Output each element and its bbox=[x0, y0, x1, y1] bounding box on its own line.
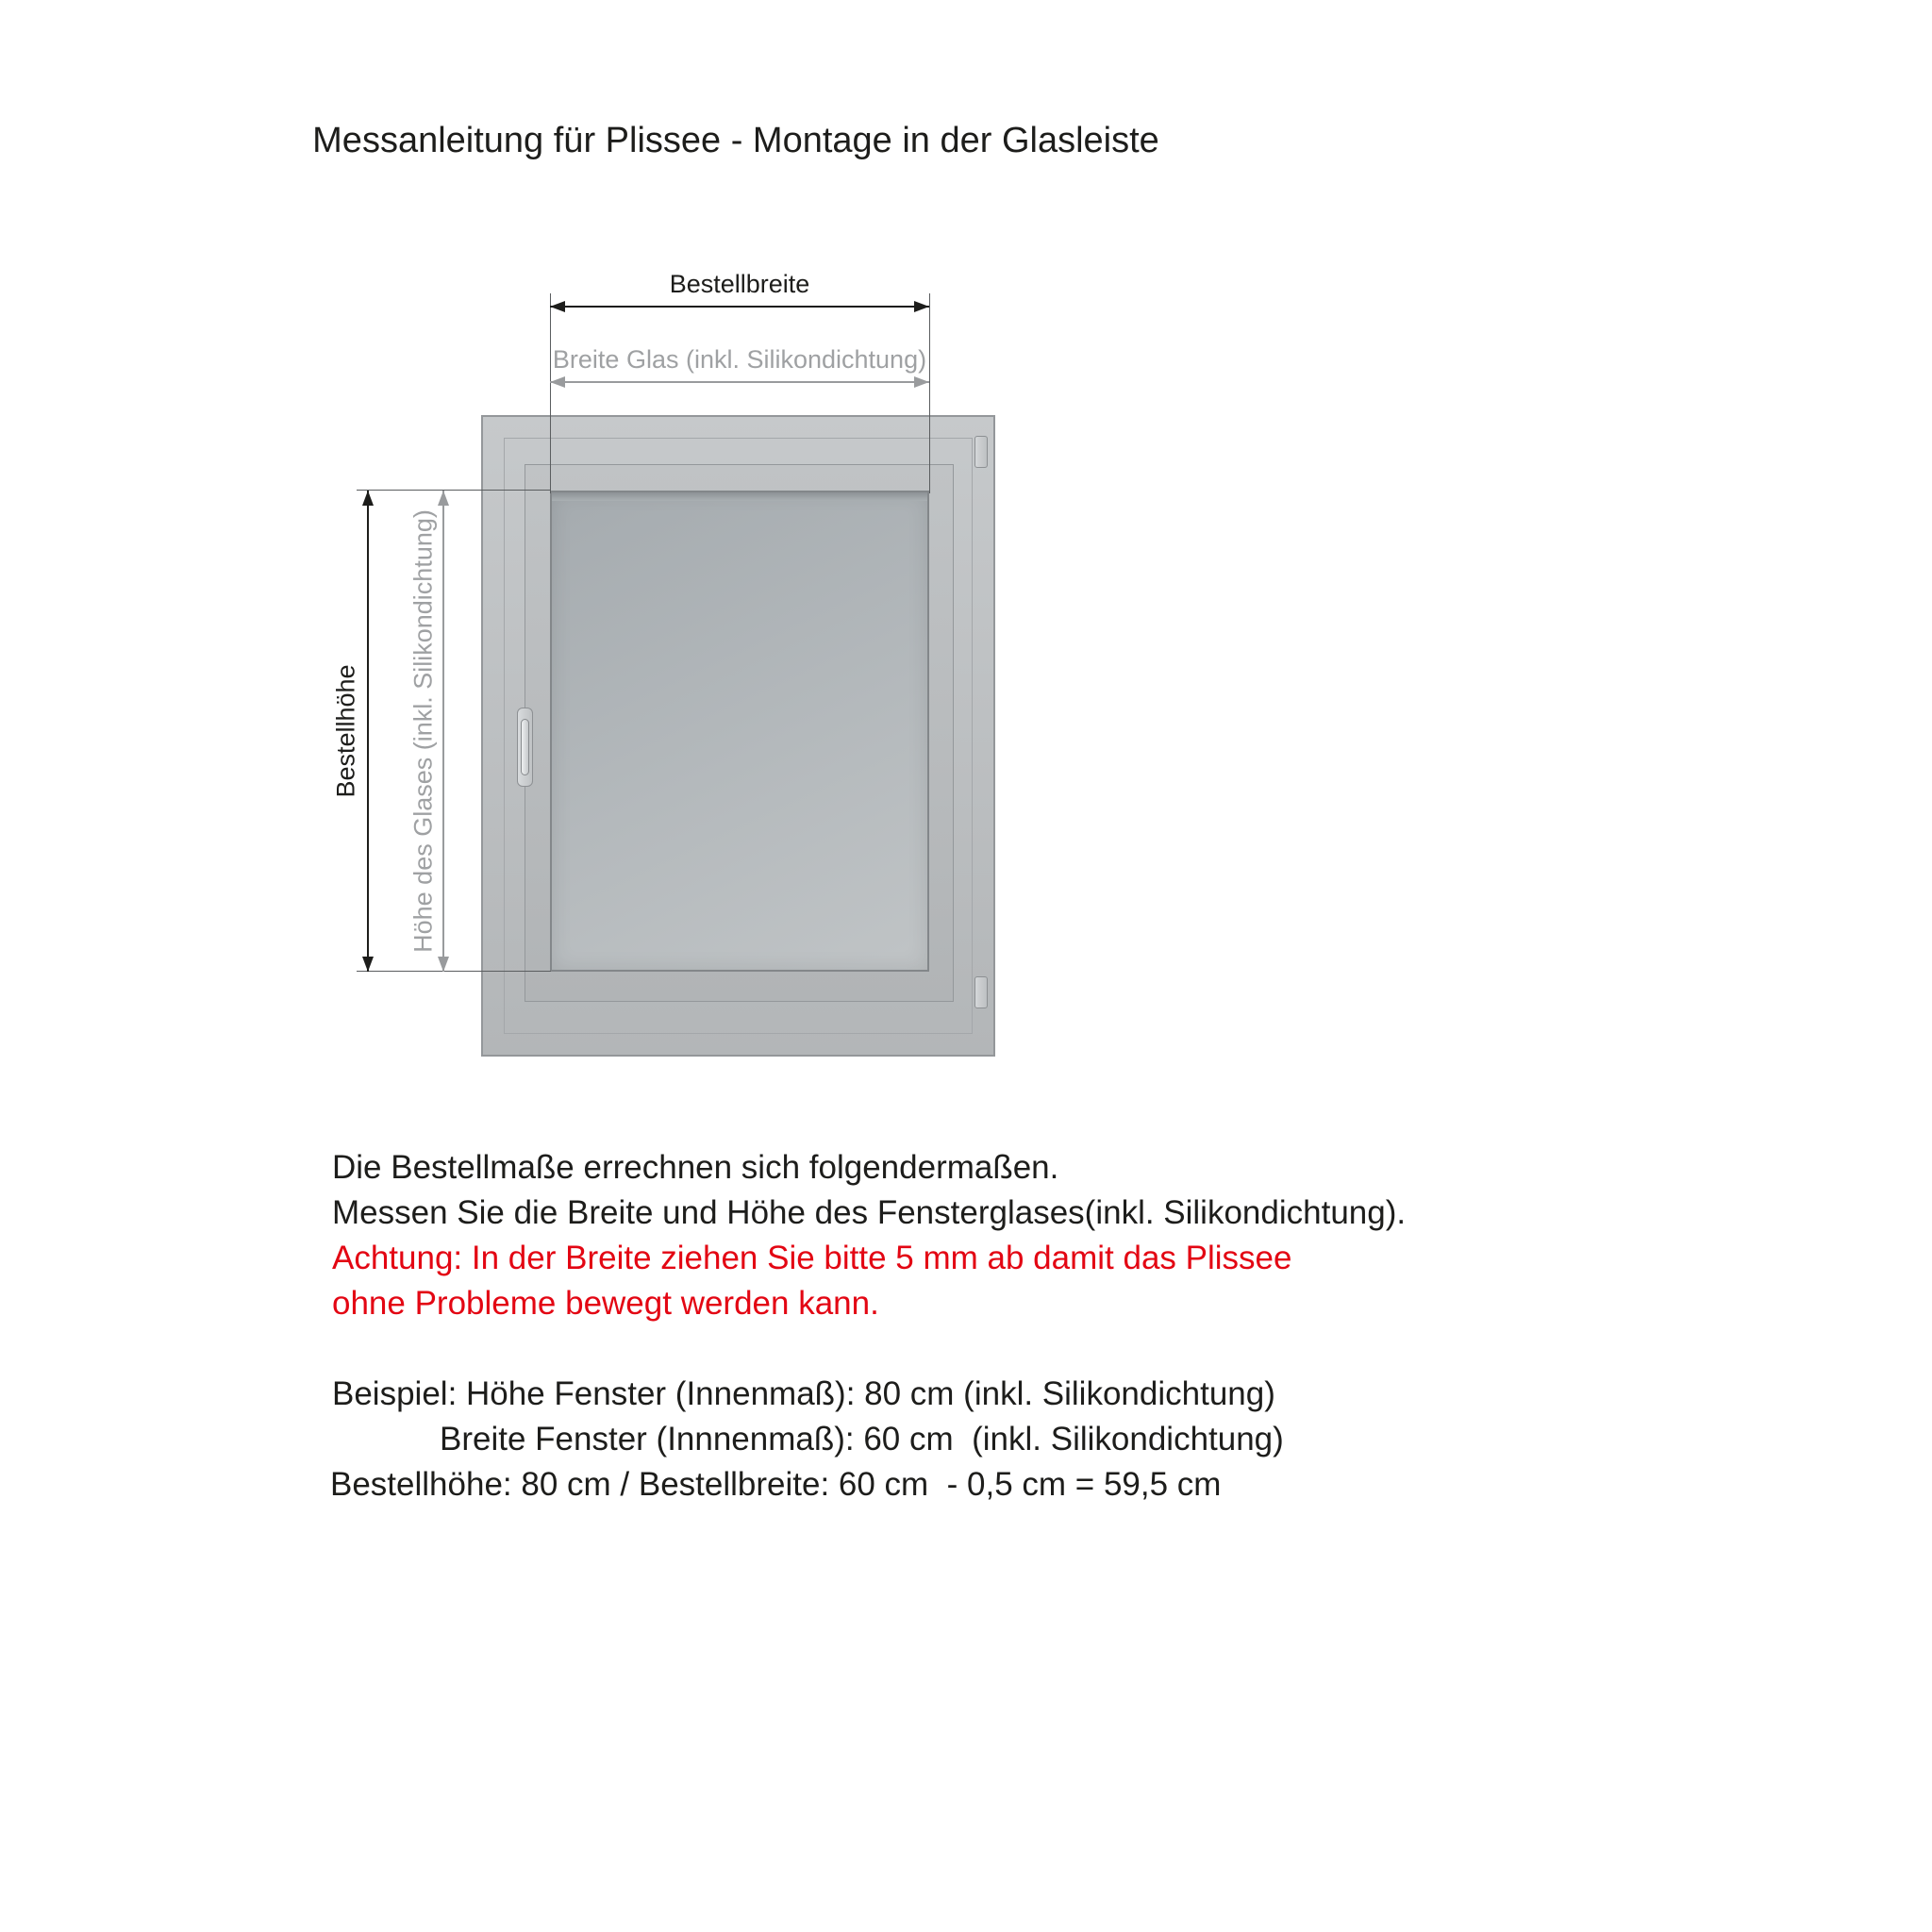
extension-line-left-vertical bbox=[550, 293, 551, 493]
intro-line-1: Die Bestellmaße errechnen sich folgendermaßen. bbox=[332, 1149, 1059, 1186]
window-hinge-top-icon bbox=[974, 436, 988, 468]
window-handle-icon bbox=[517, 708, 533, 787]
dim-line-glass-height bbox=[442, 491, 444, 972]
window-glass bbox=[550, 491, 929, 972]
extension-line-top-horizontal bbox=[357, 490, 551, 491]
extension-line-bottom-horizontal bbox=[357, 971, 551, 972]
dim-label-glass-width: Breite Glas (inkl. Silikondichtung) bbox=[552, 345, 927, 374]
window-handle-lever bbox=[521, 719, 529, 775]
plissee-top-rail bbox=[552, 492, 927, 501]
warning-line-1: Achtung: In der Breite ziehen Sie bitte 5 mm ab damit das Plissee bbox=[332, 1240, 1292, 1276]
dim-label-order-width: Bestellbreite bbox=[669, 270, 810, 298]
warning-line-2: ohne Probleme bewegt werden kann. bbox=[332, 1285, 879, 1322]
dim-label-order-height: Bestellhöhe bbox=[331, 664, 360, 798]
window-sash bbox=[525, 464, 954, 1002]
dim-line-order-height bbox=[367, 491, 369, 972]
example-line-3: Bestellhöhe: 80 cm / Bestellbreite: 60 cm - 0,5 cm = 59,5 cm bbox=[330, 1466, 1222, 1503]
example-line-2: Breite Fenster (Innnenmaß): 60 cm (inkl. Silikondichtung) bbox=[440, 1421, 1284, 1457]
window-hinge-bottom-icon bbox=[974, 976, 988, 1008]
window-illustration bbox=[481, 415, 995, 1057]
dim-line-glass-width bbox=[550, 381, 929, 383]
page-title: Messanleitung für Plissee - Montage in der Glasleiste bbox=[312, 121, 1159, 160]
dim-label-glass-height: Höhe des Glases (inkl. Silikondichtung) bbox=[408, 509, 438, 953]
dim-line-order-width bbox=[550, 306, 929, 308]
extension-line-right-vertical bbox=[929, 293, 930, 493]
intro-line-2: Messen Sie die Breite und Höhe des Fensterglases(inkl. Silikondichtung). bbox=[332, 1194, 1407, 1231]
example-line-1: Beispiel: Höhe Fenster (Innenmaß): 80 cm (inkl. Silikondichtung) bbox=[332, 1375, 1275, 1412]
